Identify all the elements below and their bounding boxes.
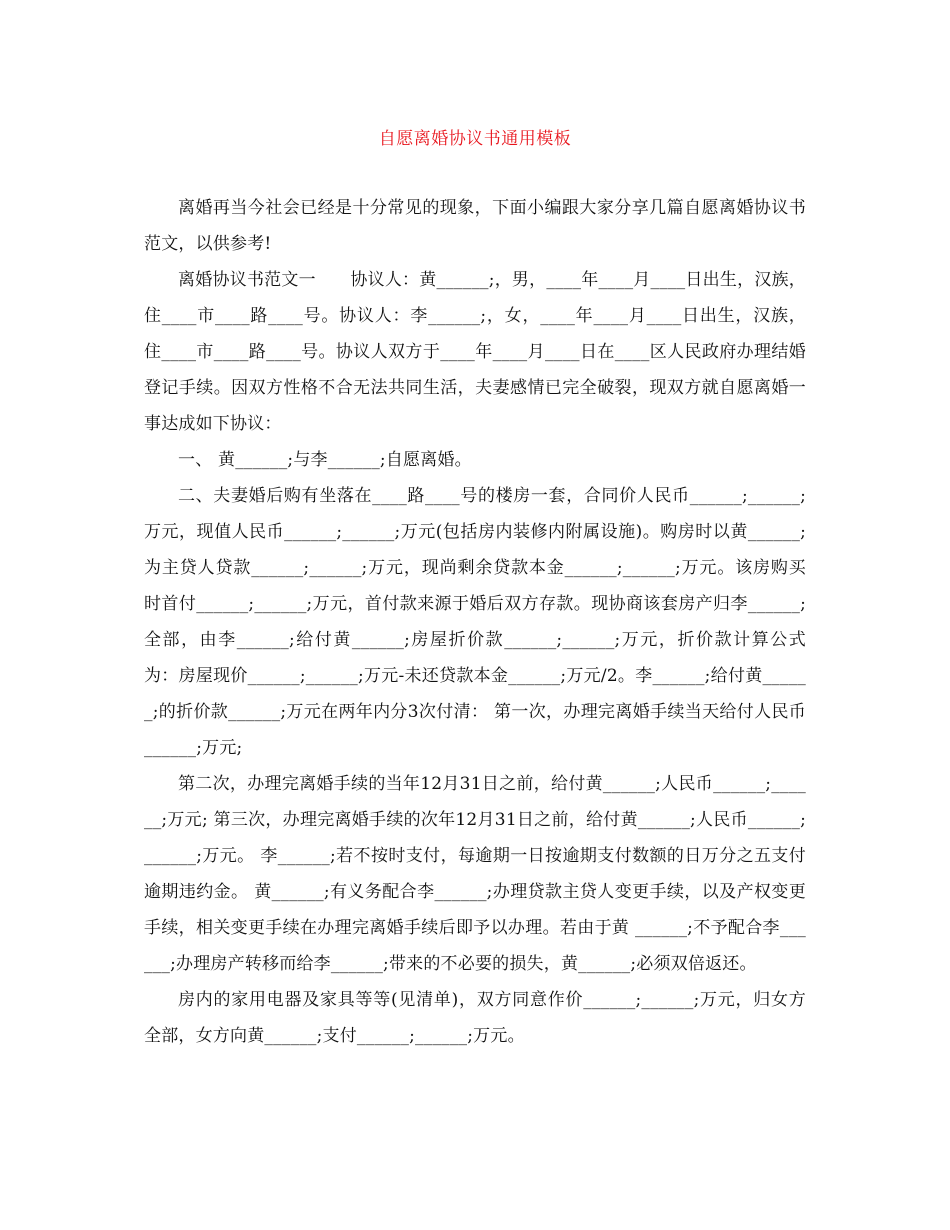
document-body [144, 190, 806, 1054]
document-title: 自愿离婚协议书通用模板 [378, 129, 572, 149]
paragraph-clause-1: 一、 黄______;与李______;自愿离婚。 [178, 450, 472, 470]
paragraph-parties: 离婚协议书范文一 协议人：黄______;，男，____年____月____日出生，汉族，住____市____路____号。协议人：李______;，女，____年____月____日出生，汉族，住____市____路____号。协议人双方于____年____月____日在____区人民政府办理结婚登记手续。因双方性格不合无法共同生活，夫妻感情已完全破裂，现双方就自愿离婚一事达成如下协议： [144, 270, 806, 434]
paragraph-intro: 离婚再当今社会已经是十分常见的现象，下面小编跟大家分享几篇自愿离婚协议书范文，以供参考! [144, 198, 806, 254]
paragraph-payment-schedule: 第二次，办理完离婚手续的当年12月31日之前，给付黄______;人民币______;______;万元; 第三次，办理完离婚手续的次年12月31日之前，给付黄______;人民币______;______;万元。 李______;若不按时支付，每逾期一日按逾期支付数额的日万分之五支付逾期违约金。 黄______;有义务配合李______;办理贷款主贷人变更手续，以及产权变更手续，相关变更手续在办理完离婚手续后即予以办理。若由于黄 ______;不予配合李______;办理房产转移而给李______;带来的不必要的损失，黄______;必须双倍返还。 [144, 774, 806, 974]
paragraph-clause-2: 二、夫妻婚后购有坐落在____路____号的楼房一套，合同价人民币______;______;万元，现值人民币______;______;万元(包括房内装修内附属设施)。购房时以黄______;为主贷人贷款______;______;万元，现尚剩余贷款本金______;______;万元。该房购买时首付______;______;万元，首付款来源于婚后双方存款。现协商该套房产归李______;全部，由李______;给付黄______;房屋折价款______;______;万元，折价款计算公式为：房屋现价______;______;万元-未还贷款本金______;万元/2。李______;给付黄______;的折价款______;万元在两年内分3次付清： 第一次，办理完离婚手续当天给付人民币______;万元; [144, 486, 806, 758]
paragraph-furniture: 房内的家用电器及家具等等(见清单)，双方同意作价______;______;万元，归女方全部，女方向黄______;支付______;______;万元。 [144, 990, 806, 1046]
